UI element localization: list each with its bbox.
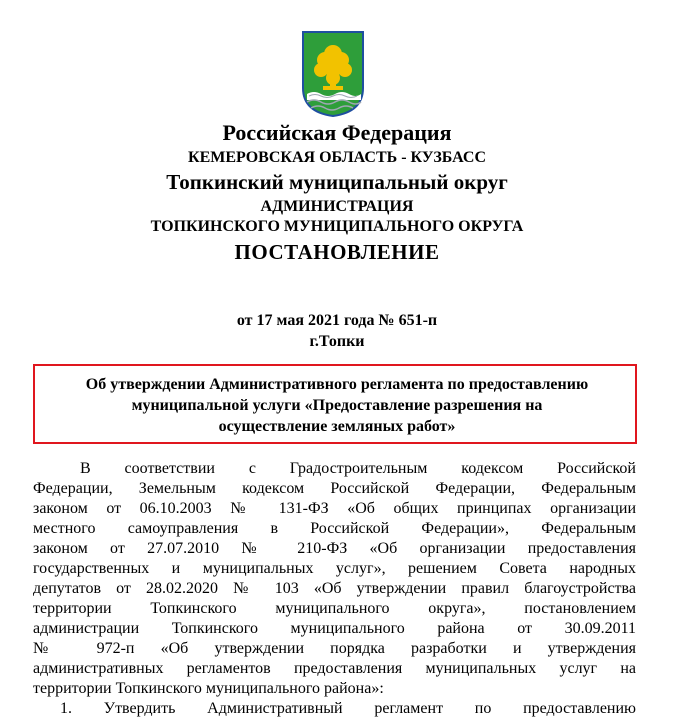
body-text-line: государственных и муниципальных услуг», решением Совета народных [33,560,636,577]
body-text-line: законом от 06.10.2003 № 131-ФЗ «Об общих принципах организации [33,500,636,517]
body-text-line: администрации Топкинского муниципального района от 30.09.2011 [33,620,636,637]
body-text-line: территории Топкинского муниципального района»: [33,680,384,697]
document-title-line: осуществление земляных работ» [218,418,456,435]
administration-label: АДМИНИСТРАЦИЯ [260,198,414,215]
document-title-line: муниципальной услуги «Предоставление разрешения на [131,397,543,414]
body-text-line: Федерации, Земельным кодексом Российской Федерации, Федеральным [33,480,636,497]
country-name: Российская Федерация [222,120,452,145]
body-text-line: местного самоуправления в Российской Федерации», Федеральным [33,520,636,537]
coat-of-arms-icon [301,30,365,118]
body-text-line: территории Топкинского муниципального округа», постановлением [33,600,636,617]
body-text-line: депутатов от 28.02.2020 № 103 «Об утверждении правил благоустройства [33,580,636,597]
document-city: г.Топки [309,333,365,350]
document-type: ПОСТАНОВЛЕНИЕ [234,240,440,264]
region-name: КЕМЕРОВСКАЯ ОБЛАСТЬ - КУЗБАСС [187,149,487,166]
body-text-line: административных регламентов предоставления муниципальных услуг на [33,660,636,677]
document-title-line: Об утверждении Административного регламента по предоставлению [85,376,589,393]
body-text-line: В соответствии с Градостроительным кодексом Российской [80,460,636,477]
body-text-line: 1. Утвердить Административный регламент по предоставлению [60,700,636,717]
administration-name: ТОПКИНСКОГО МУНИЦИПАЛЬНОГО ОКРУГА [150,218,524,235]
document-date-number: от 17 мая 2021 года № 651-п [236,312,438,329]
district-name: Топкинский муниципальный округ [166,170,508,194]
body-text-line: законом от 27.07.2010 № 210-ФЗ «Об организации предоставления [33,540,636,557]
body-text-line: № 972-п «Об утверждении порядка разработки и утверждения [33,640,636,657]
